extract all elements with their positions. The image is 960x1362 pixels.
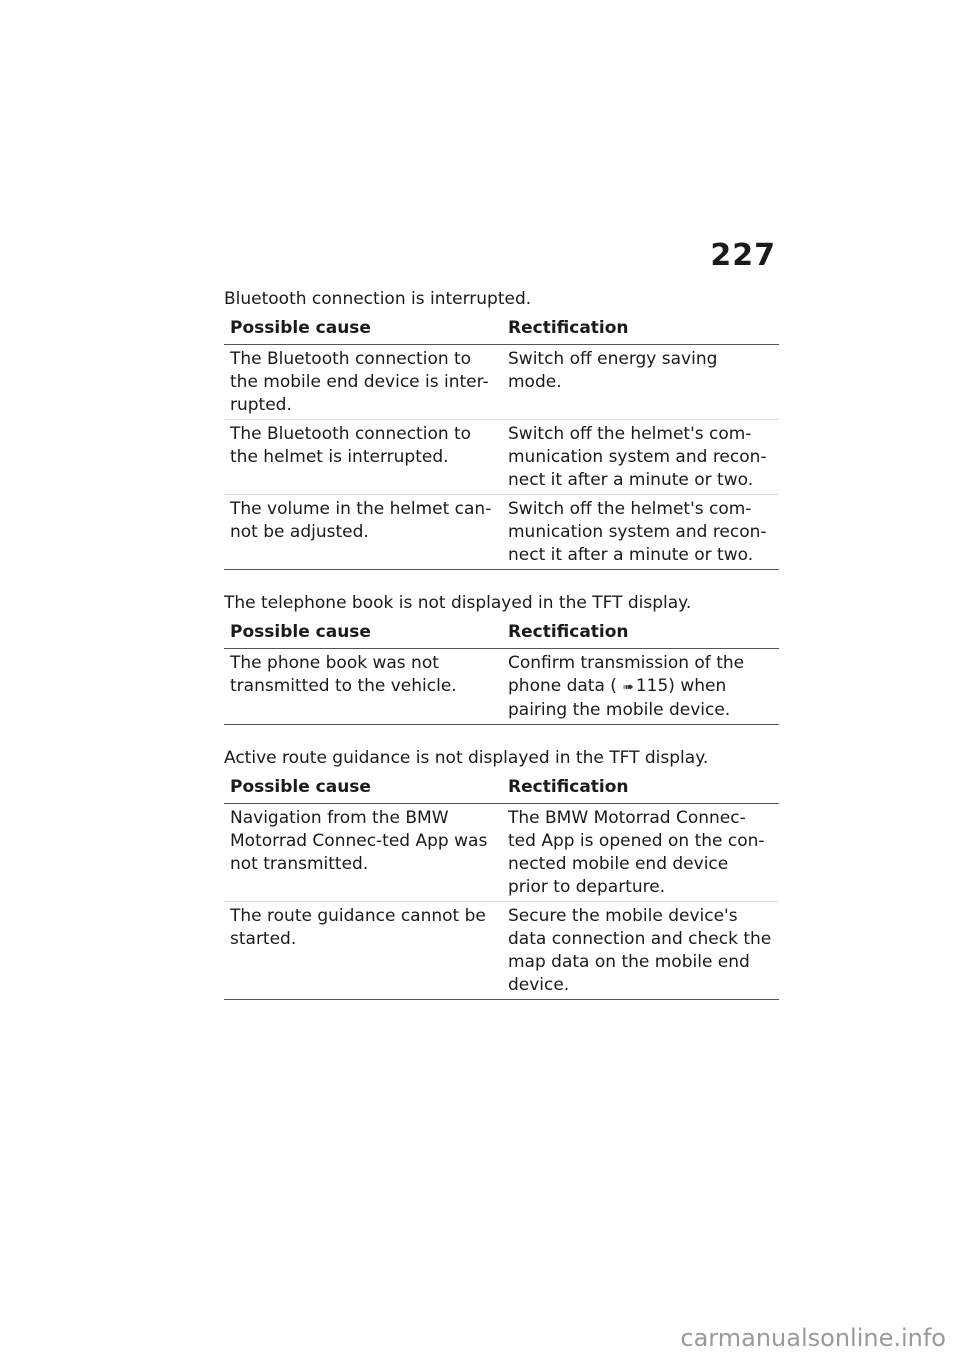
table-row (224, 649, 779, 725)
rectification-cell: Switch off energy saving mode. (502, 345, 779, 420)
table-row (224, 420, 779, 495)
cause-cell: The Bluetooth connection to the mobile end device is inter-rupted. (224, 345, 502, 420)
table-row (224, 495, 779, 570)
table-row (224, 345, 779, 420)
table-header-row (224, 774, 779, 804)
cause-cell: Navigation from the BMW Motorrad Connec-ted App was not transmitted. (224, 804, 502, 902)
rectification-cell: The BMW Motorrad Connec-ted App is opened on the con-nected mobile end device prior to departure. (502, 804, 779, 902)
table-header-row (224, 315, 779, 345)
rectification-cell: Switch off the helmet's com-munication system and recon-nect it after a minute or two. (502, 420, 779, 495)
cause-cell: The Bluetooth connection to the helmet is interrupted. (224, 420, 502, 495)
column-header-cause: Possible cause (224, 619, 502, 649)
troubleshooting-table (224, 619, 779, 725)
section-heading: Active route guidance is not displayed in the TFT display. (224, 748, 709, 768)
table-row (224, 902, 779, 1000)
table-row (224, 804, 779, 902)
troubleshooting-content (224, 288, 779, 1022)
rectification-cell (502, 649, 779, 725)
rectification-text: ) when pairing the mobile device. (508, 676, 731, 720)
rectification-cell: Secure the mobile device's data connection and check the map data on the mobile end device. (502, 902, 779, 1000)
column-header-rectification: Rectification (502, 619, 779, 649)
troubleshooting-table (224, 315, 779, 570)
column-header-rectification: Rectification (502, 315, 779, 345)
page-number: 227 (710, 238, 776, 273)
section-heading: The telephone book is not displayed in the TFT display. (224, 593, 692, 613)
table-header-row (224, 619, 779, 649)
cause-cell: The phone book was not transmitted to the vehicle. (224, 649, 502, 725)
column-header-cause: Possible cause (224, 315, 502, 345)
rectification-cell: Switch off the helmet's com-munication system and recon-nect it after a minute or two. (502, 495, 779, 570)
troubleshooting-table (224, 774, 779, 1000)
cause-cell: The route guidance cannot be started. (224, 902, 502, 1000)
column-header-cause: Possible cause (224, 774, 502, 804)
section-route-guidance (224, 747, 779, 1000)
cause-cell: The volume in the helmet can-not be adjusted. (224, 495, 502, 570)
watermark: carmanualsonline.info (680, 1324, 946, 1352)
section-bluetooth (224, 288, 779, 570)
section-phone-book (224, 592, 779, 725)
arrow-right-icon: ➠ (622, 680, 634, 695)
column-header-rectification: Rectification (502, 774, 779, 804)
page-reference-link[interactable]: 115 (635, 676, 669, 696)
rectification-text: Confirm transmission of the phone data ( (508, 653, 745, 696)
section-heading: Bluetooth connection is interrupted. (224, 289, 532, 309)
